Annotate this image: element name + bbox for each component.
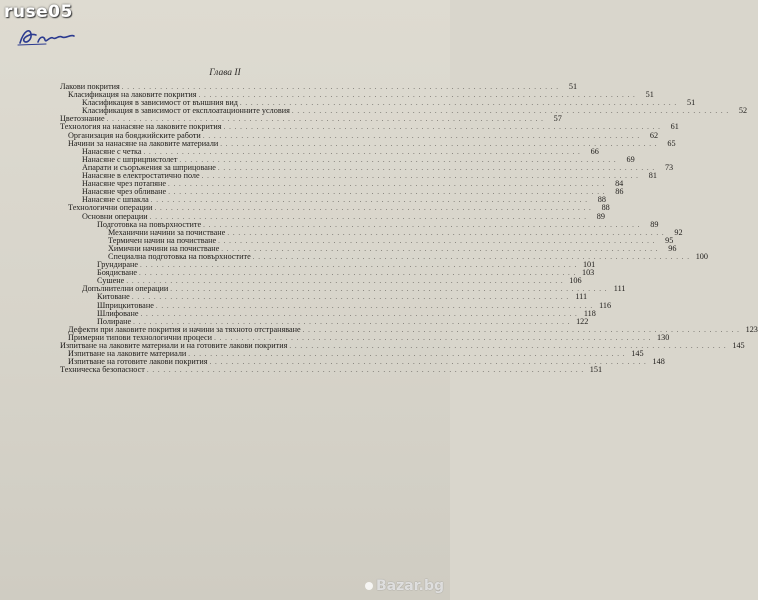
toc-entry: [60, 365, 603, 375]
toc-leader-dots: . . . . . . . . . . . . . . . . . . . . . . . . . . . . . . . . . . . . . . . . . . . . . . . . . . . . . . . . . . . . . . . . . . . . . . . . . . . . . . . .: [223, 123, 661, 132]
toc-leader-dots: . . . . . . . . . . . . . . . . . . . . . . . . . . . . . . . . . . . . . . . . . . . . . . . . . . . . . . . . . . . . . . . . . . . . . . . . . . . . . . . .: [126, 277, 564, 286]
toc-leader-dots: . . . . . . . . . . . . . . . . . . . . . . . . . . . . . . . . . . . . . . . . . . . . . . . . . . . . . . . . . . . . . . . . . . . . . . . . . . . . . . . .: [252, 252, 690, 261]
toc-leader-dots: . . . . . . . . . . . . . . . . . . . . . . . . . . . . . . . . . . . . . . . . . . . . . . . . . . . . . . . . . . . . . . . . . . . . . . . . . . . . . . . .: [139, 269, 577, 278]
toc-leader-dots: . . . . . . . . . . . . . . . . . . . . . . . . . . . . . . . . . . . . . . . . . . . . . . . . . . . . . . . . . . . . . . . . . . . . . . . . . . . . . . . .: [239, 99, 678, 108]
toc-entry-title: Полиране: [97, 316, 132, 326]
toc-entry: [60, 106, 748, 116]
toc-page-number: 145: [631, 349, 644, 359]
toc-entry-title: Изпитване на лаковите материали и на готовите лакови покрития: [60, 341, 288, 350]
toc-entry-title: Класификация на лаковите покрития: [68, 90, 197, 100]
toc-leader-dots: . . . . . . . . . . . . . . . . . . . . . . . . . . . . . . . . . . . . . . . . . . . . . . . . . . . . . . . . . . . . . . . . . . . . . . . . . . . . . . . .: [121, 83, 560, 91]
toc-leader-dots: . . . . . . . . . . . . . . . . . . . . . . . . . . . . . . . . . . . . . . . . . . . . . . . . . . . . . . . . . . . . . . . . . . . . . . . . . . . . . . . .: [155, 301, 594, 310]
toc-page-number: 100: [695, 251, 708, 261]
toc-page-number: 69: [626, 154, 635, 164]
toc-entry-title: Класификация в зависимост от външния вид: [82, 98, 238, 108]
toc-page-number: 148: [652, 357, 665, 367]
toc-page-number: 101: [582, 260, 596, 270]
toc-leader-dots: . . . . . . . . . . . . . . . . . . . . . . . . . . . . . . . . . . . . . . . . . . . . . . . . . . . . . . . . . . . . . . . . . . . . . . . . . . . . . . . .: [143, 147, 581, 156]
toc-leader-dots: . . . . . . . . . . . . . . . . . . . . . . . . . . . . . . . . . . . . . . . . . . . . . . . . . . . . . . . . . . . . . . . . . . . . . . . . . . . . . . . .: [227, 228, 665, 237]
toc-leader-dots: . . . . . . . . . . . . . . . . . . . . . . . . . . . . . . . . . . . . . . . . . . . . . . . . . . . . . . . . . . . . . . . . . . . . . . . . . . . . . . . .: [188, 350, 626, 359]
toc-leader-dots: . . . . . . . . . . . . . . . . . . . . . . . . . . . . . . . . . . . . . . . . . . . . . . . . . . . . . . . . . . . . . . . . . . . . . . . . . . . . . . . .: [214, 333, 652, 342]
toc-page-number: 96: [668, 243, 677, 253]
toc-leader-dots: . . . . . . . . . . . . . . . . . . . . . . . . . . . . . . . . . . . . . . . . . . . . . . . . . . . . . . . . . . . . . . . . . . . . . . . . . . . . . . . .: [168, 180, 606, 189]
toc-entry-title: Термичен начин на почистване: [108, 235, 217, 245]
toc-leader-dots: . . . . . . . . . . . . . . . . . . . . . . . . . . . . . . . . . . . . . . . . . . . . . . . . . . . . . . . . . . . . . . . . . . . . . . . . . . . . . . . .: [170, 285, 608, 294]
toc-page-number: 84: [615, 179, 624, 189]
toc-page-number: 81: [648, 171, 657, 181]
toc-entry-title: Боядисване: [97, 268, 137, 278]
toc-entry-title: Технология на нанасяне на лаковите покрития: [60, 122, 222, 132]
toc-entry-title: Химични начини на почистване: [108, 243, 220, 253]
toc-entry-title: Грундиране: [97, 260, 138, 270]
toc-page-number: 103: [581, 268, 595, 278]
toc-entry-title: Изпитване на готовите лакови покрития: [68, 357, 208, 367]
chapter-heading: Глава II: [209, 68, 241, 78]
toc-page-number: 89: [596, 211, 605, 221]
toc-leader-dots: . . . . . . . . . . . . . . . . . . . . . . . . . . . . . . . . . . . . . . . . . . . . . . . . . . . . . . . . . . . . . . . . . . . . . . . . . . . . . . . .: [139, 261, 578, 270]
toc-leader-dots: . . . . . . . . . . . . . . . . . . . . . . . . . . . . . . . . . . . . . . . . . . . . . . . . . . . . . . . . . . . . . . . . . . . . . . . . . . . . . . . .: [302, 325, 740, 334]
toc-leader-dots: . . . . . . . . . . . . . . . . . . . . . . . . . . . . . . . . . . . . . . . . . . . . . . . . . . . . . . . . . . . . . . . . . . . . . . . . . . . . . . . .: [133, 317, 571, 326]
toc-page-number: 65: [667, 138, 676, 148]
toc-page-number: 123: [745, 324, 758, 334]
toc-entry-title: Изпитване на лаковите материали: [68, 349, 187, 359]
toc-leader-dots: . . . . . . . . . . . . . . . . . . . . . . . . . . . . . . . . . . . . . . . . . . . . . . . . . . . . . . . . . . . . . . . . . . . . . . . . . . . . . . . .: [218, 236, 656, 245]
toc-page-number: 88: [597, 195, 606, 205]
watermark-logo: ruse05: [4, 2, 73, 22]
toc-page-number: 52: [738, 106, 748, 116]
toc-entry-title: Китоване: [97, 292, 130, 302]
toc-entry-title: Основни операции: [82, 211, 148, 221]
toc-page-number: 111: [575, 292, 588, 302]
toc-leader-dots: . . . . . . . . . . . . . . . . . . . . . . . . . . . . . . . . . . . . . . . . . . . . . . . . . . . . . . . . . . . . . . . . . . . . . . . . . . . . . . . .: [149, 212, 587, 221]
toc-page-number: 92: [674, 227, 683, 237]
toc-entry-title: Примерни типови технологични процеси: [68, 332, 213, 342]
toc-page-number: 57: [553, 114, 562, 124]
toc-leader-dots: . . . . . . . . . . . . . . . . . . . . . . . . . . . . . . . . . . . . . . . . . . . . . . . . . . . . . . . . . . . . . . . . . . . . . . . . . . . . . . . .: [209, 358, 647, 367]
bazar-logo-icon: [365, 582, 373, 590]
toc-leader-dots: . . . . . . . . . . . . . . . . . . . . . . . . . . . . . . . . . . . . . . . . . . . . . . . . . . . . . . . . . . . . . . . . . . . . . . . . . . . . . . . .: [168, 188, 606, 197]
toc-page-number: 106: [569, 276, 582, 286]
handwritten-signature: [16, 24, 78, 48]
bazar-watermark-text: Bazar.bg: [376, 578, 444, 594]
toc-entry-title: Шлифоване: [97, 308, 139, 318]
toc-page-number: 86: [615, 187, 624, 197]
toc-page-number: 116: [599, 300, 612, 310]
bazar-watermark: [365, 578, 444, 594]
toc-entry-title: Сушене: [97, 276, 125, 286]
toc-leader-dots: . . . . . . . . . . . . . . . . . . . . . . . . . . . . . . . . . . . . . . . . . . . . . . . . . . . . . . . . . . . . . . . . . . . . . . . . . . . . . . . .: [203, 220, 641, 229]
toc-page-number: 62: [649, 130, 659, 140]
toc-page-number: 118: [583, 308, 596, 318]
toc-page-number: 122: [576, 316, 589, 326]
toc-page-number: 61: [670, 122, 679, 132]
toc-page-number: 73: [664, 162, 674, 172]
toc-page-number: 51: [645, 90, 654, 100]
table-of-contents: [60, 82, 758, 375]
toc-entry-title: Нанасяне с шпакла: [82, 195, 149, 205]
toc-leader-dots: . . . . . . . . . . . . . . . . . . . . . . . . . . . . . . . . . . . . . . . . . . . . . . . . . . . . . . . . . . . . . . . . . . . . . . . . . . . . . . . .: [140, 309, 578, 318]
toc-entry-title: Механични начини за почистване: [108, 227, 226, 237]
toc-page-number: 66: [590, 146, 599, 156]
toc-page-number: 51: [686, 98, 696, 108]
toc-leader-dots: . . . . . . . . . . . . . . . . . . . . . . . . . . . . . . . . . . . . . . . . . . . . . . . . . . . . . . . . . . . . . . . . . . . . . . . . . . . . . . . .: [106, 115, 544, 124]
toc-entry-title: Лакови покрития: [60, 82, 120, 91]
toc-entry-title: Начини за нанасяне на лаковите материали: [68, 138, 219, 148]
toc-entry-title: Нанасяне в електростатично поле: [82, 171, 200, 181]
toc-page-number: 151: [589, 365, 603, 375]
toc-entry-title: Нанасяне чрез обливане: [82, 187, 167, 197]
toc-leader-dots: . . . . . . . . . . . . . . . . . . . . . . . . . . . . . . . . . . . . . . . . . . . . . . . . . . . . . . . . . . . . . . . . . . . . . . . . . . . . . . . .: [221, 244, 659, 253]
toc-leader-dots: . . . . . . . . . . . . . . . . . . . . . . . . . . . . . . . . . . . . . . . . . . . . . . . . . . . . . . . . . . . . . . . . . . . . . . . . . . . . . . . .: [220, 139, 658, 148]
toc-entry-title: Специална подготовка на повърхностите: [108, 251, 251, 261]
toc-leader-dots: . . . . . . . . . . . . . . . . . . . . . . . . . . . . . . . . . . . . . . . . . . . . . . . . . . . . . . . . . . . . . . . . . . . . . . . . . . . . . . . .: [291, 107, 730, 116]
toc-entry-title: Шприцкитоване: [97, 300, 154, 310]
toc-entry-title: Нанасяне с шприцпистолет: [82, 154, 178, 164]
toc-leader-dots: . . . . . . . . . . . . . . . . . . . . . . . . . . . . . . . . . . . . . . . . . . . . . . . . . . . . . . . . . . . . . . . . . . . . . . . . . . . . . . . .: [179, 155, 617, 164]
toc-page-number: 88: [601, 203, 610, 213]
toc-page-number: 51: [568, 82, 578, 91]
toc-entry-title: Техническа безопасност: [60, 365, 145, 375]
toc-entry-title: Класификация в зависимост от експлоатационните условия: [82, 106, 290, 116]
toc-leader-dots: . . . . . . . . . . . . . . . . . . . . . . . . . . . . . . . . . . . . . . . . . . . . . . . . . . . . . . . . . . . . . . . . . . . . . . . . . . . . . . . .: [146, 366, 585, 375]
toc-page-number: 89: [650, 219, 659, 229]
toc-entry-title: Нанасяне чрез потапяне: [82, 179, 166, 189]
toc-leader-dots: . . . . . . . . . . . . . . . . . . . . . . . . . . . . . . . . . . . . . . . . . . . . . . . . . . . . . . . . . . . . . . . . . . . . . . . . . . . . . . . .: [202, 131, 641, 140]
toc-entry-title: Допълнителни операции: [82, 284, 169, 294]
toc-entry-title: Подготовка на повърхностите: [97, 219, 202, 229]
toc-entry-title: Организация на бояджийските работи: [68, 130, 201, 140]
toc-leader-dots: . . . . . . . . . . . . . . . . . . . . . . . . . . . . . . . . . . . . . . . . . . . . . . . . . . . . . . . . . . . . . . . . . . . . . . . . . . . . . . . .: [154, 204, 592, 213]
toc-leader-dots: . . . . . . . . . . . . . . . . . . . . . . . . . . . . . . . . . . . . . . . . . . . . . . . . . . . . . . . . . . . . . . . . . . . . . . . . . . . . . . . .: [289, 342, 727, 350]
toc-entry-title: Нанасяне с четка: [82, 146, 142, 156]
toc-page-number: 111: [613, 284, 626, 294]
toc-page-number: 130: [657, 332, 670, 342]
toc-entry-title: Цветознание: [60, 114, 105, 124]
toc-leader-dots: . . . . . . . . . . . . . . . . . . . . . . . . . . . . . . . . . . . . . . . . . . . . . . . . . . . . . . . . . . . . . . . . . . . . . . . . . . . . . . . .: [198, 91, 636, 100]
toc-entry-title: Апарати и съоръжения за шприцоване: [82, 162, 216, 172]
toc-leader-dots: . . . . . . . . . . . . . . . . . . . . . . . . . . . . . . . . . . . . . . . . . . . . . . . . . . . . . . . . . . . . . . . . . . . . . . . . . . . . . . . .: [217, 163, 656, 172]
toc-page-number: 95: [665, 235, 674, 245]
toc-entry-title: Технологични операции: [68, 203, 153, 213]
toc-leader-dots: . . . . . . . . . . . . . . . . . . . . . . . . . . . . . . . . . . . . . . . . . . . . . . . . . . . . . . . . . . . . . . . . . . . . . . . . . . . . . . . .: [150, 196, 588, 205]
toc-page-number: 145: [732, 341, 745, 350]
toc-leader-dots: . . . . . . . . . . . . . . . . . . . . . . . . . . . . . . . . . . . . . . . . . . . . . . . . . . . . . . . . . . . . . . . . . . . . . . . . . . . . . . . .: [131, 293, 570, 302]
toc-leader-dots: . . . . . . . . . . . . . . . . . . . . . . . . . . . . . . . . . . . . . . . . . . . . . . . . . . . . . . . . . . . . . . . . . . . . . . . . . . . . . . . .: [201, 172, 639, 181]
toc-entry-title: Дефекти при лаковите покрития и начини за тяхното отстраняване: [68, 324, 301, 334]
